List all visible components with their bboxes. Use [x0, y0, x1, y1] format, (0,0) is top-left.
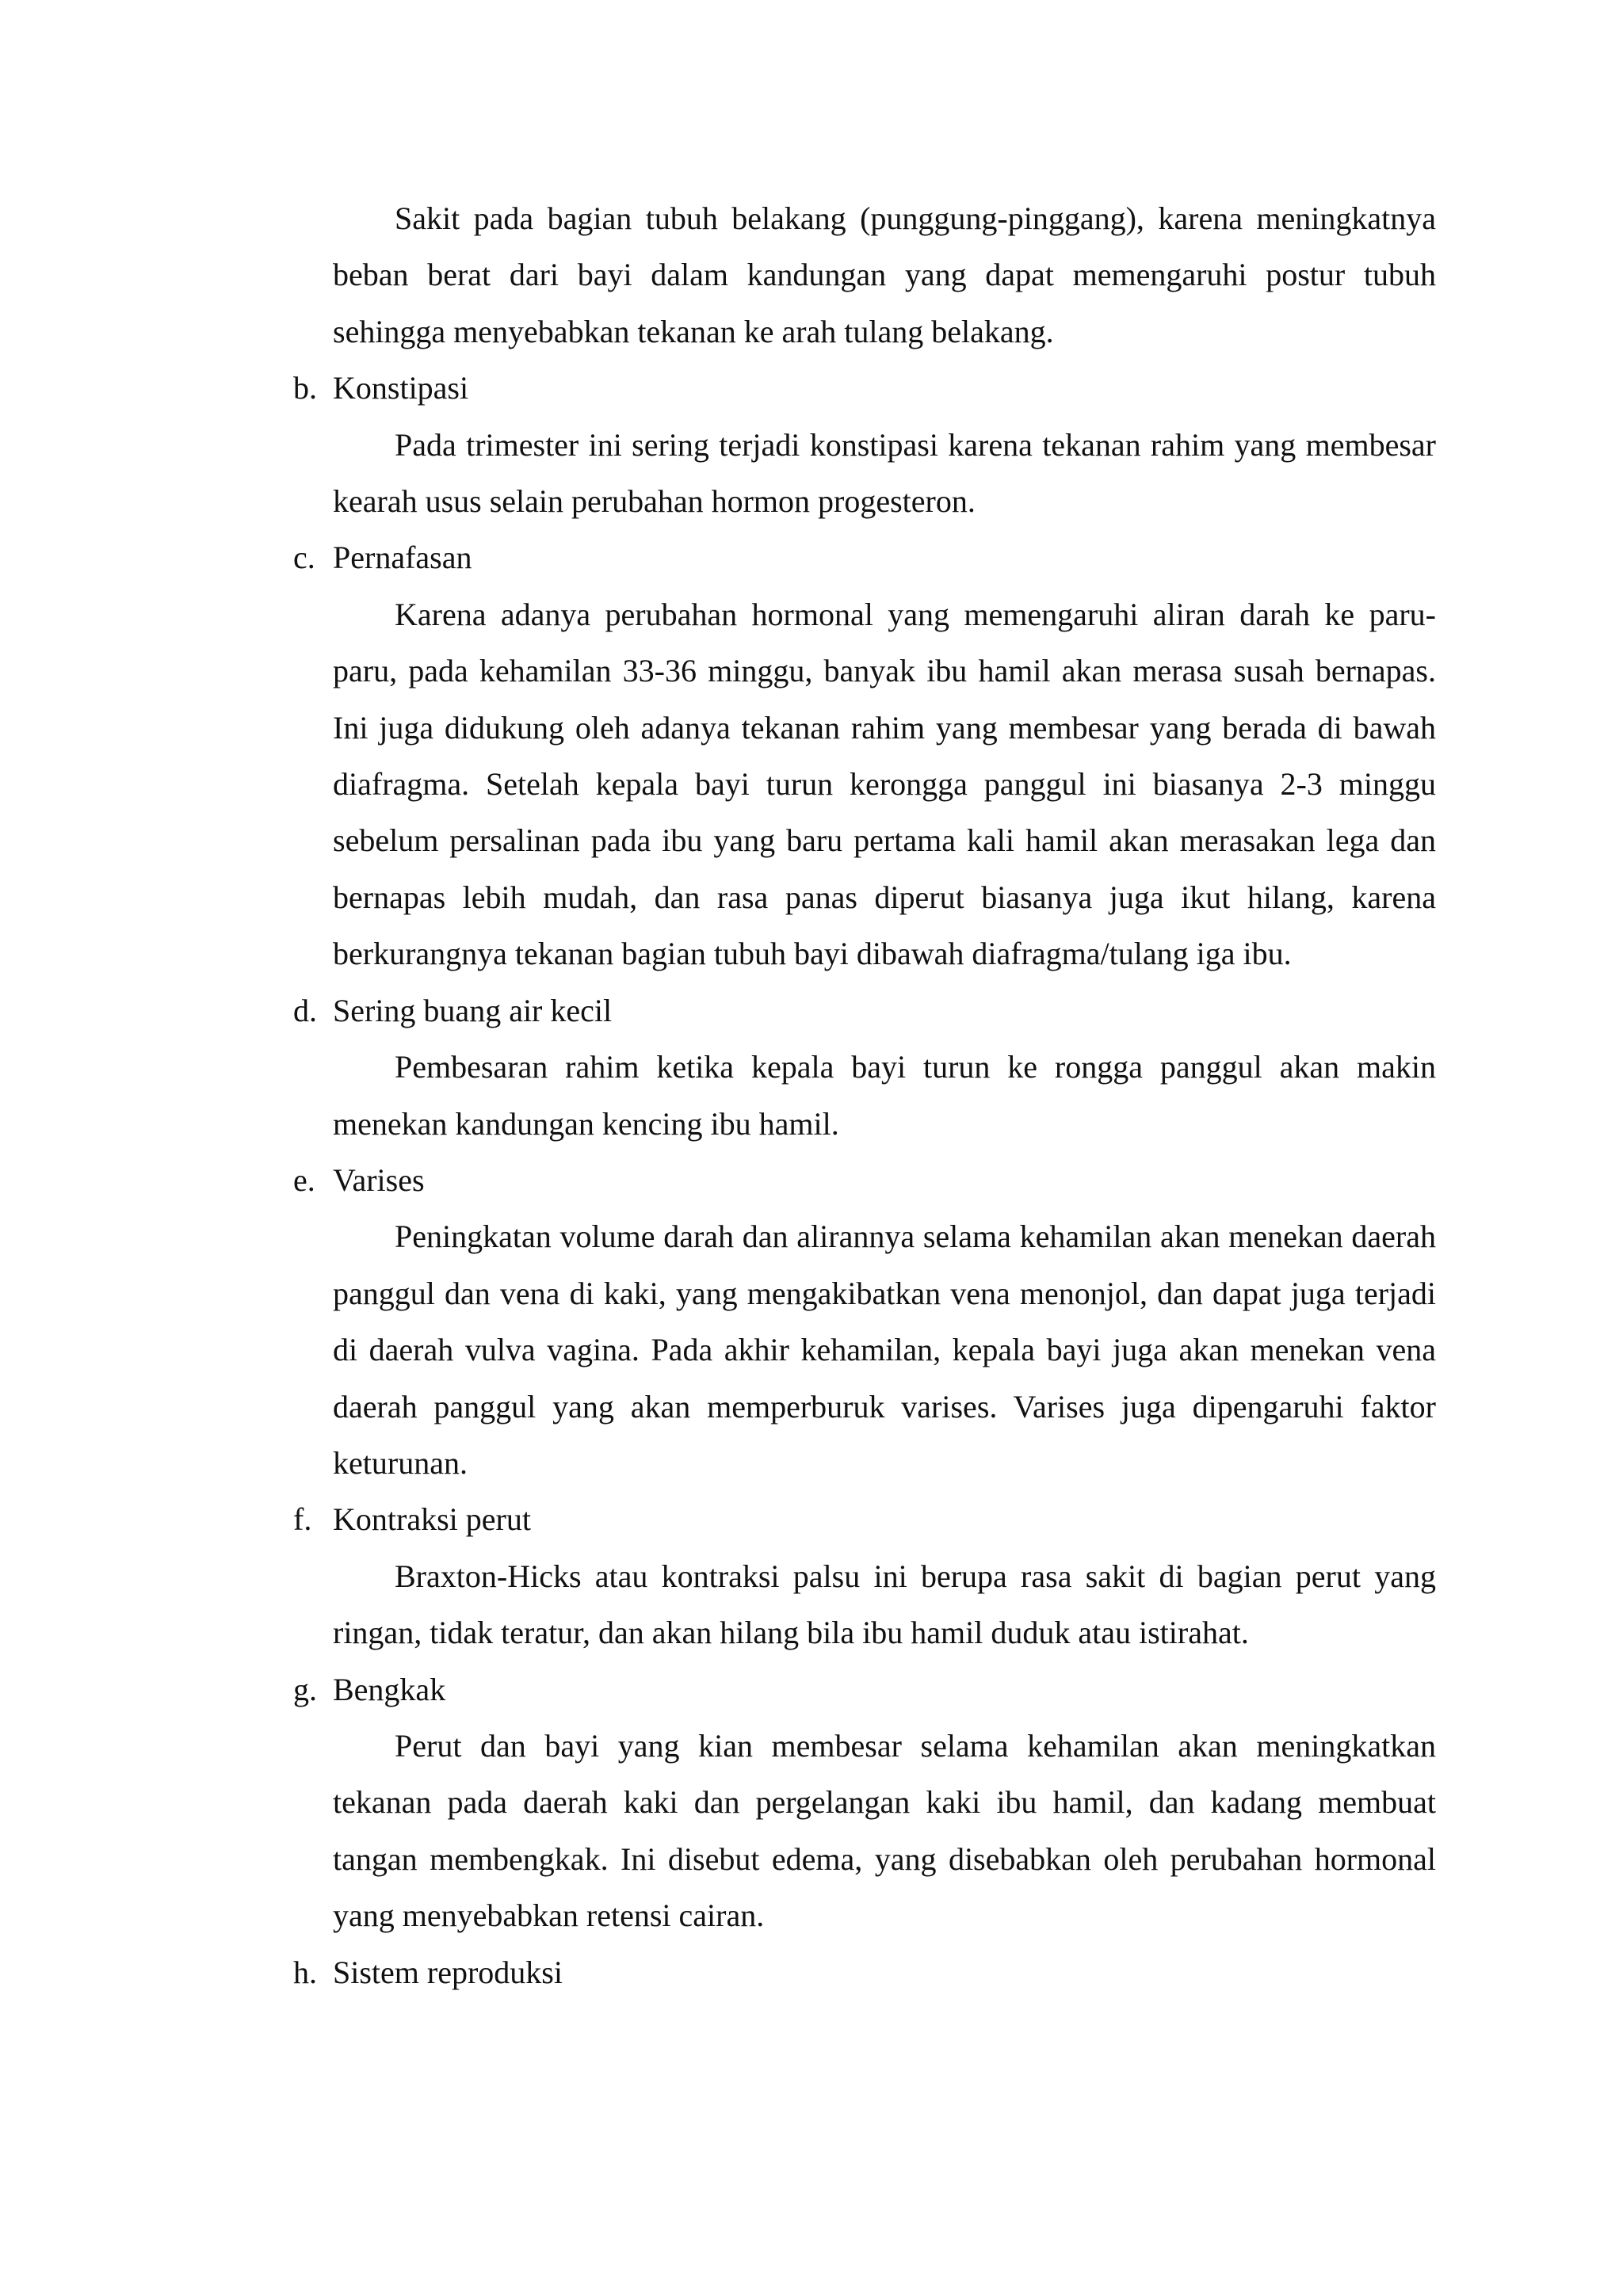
item-heading — [293, 1152, 1436, 1208]
item-heading-text: Varises — [333, 1161, 425, 1198]
item-heading-text: Kontraksi perut — [333, 1501, 531, 1538]
list-item-kontraksi-perut — [293, 1491, 1436, 1661]
item-paragraph: Pada trimester ini sering terjadi konstipasi karena tekanan rahim yang membesar kearah usus selain perubahan hormon progesteron. — [333, 426, 1436, 520]
item-heading-text: Konstipasi — [333, 370, 469, 406]
item-heading — [293, 360, 1436, 416]
document-body — [293, 190, 1436, 2000]
list-item-varises — [293, 1152, 1436, 1491]
item-letter: b. — [293, 370, 317, 406]
item-heading — [293, 982, 1436, 1039]
item-heading — [293, 1944, 1436, 2000]
list-item-konstipasi — [293, 360, 1436, 529]
item-heading-text: Sering buang air kecil — [333, 992, 613, 1028]
item-heading — [293, 1491, 1436, 1547]
item-heading — [293, 529, 1436, 585]
item-heading-text: Pernafasan — [333, 540, 472, 576]
item-paragraph: Karena adanya perubahan hormonal yang memengaruhi aliran darah ke paru-paru, pada kehamilan 33-36 minggu, banyak ibu hamil akan merasa susah bernapas. Ini juga didukung oleh adanya tekanan rahim yang membesar yang berada di bawah diafragma. Setelah kepala bayi turun kerongga panggul ini biasanya 2-3 minggu sebelum persalinan pada ibu yang baru pertama kali hamil akan merasakan lega dan bernapas lebih mudah, dan rasa panas diperut biasanya juga ikut hilang, karena berkurangnya tekanan bagian tubuh bayi dibawah diafragma/tulang iga ibu. — [333, 596, 1436, 972]
list-item-sering-buang-air-kecil — [293, 982, 1436, 1152]
item-heading-text: Sistem reproduksi — [333, 1954, 563, 1990]
item-letter: d. — [293, 992, 317, 1028]
item-letter: g. — [293, 1671, 317, 1707]
list-item-bengkak — [293, 1661, 1436, 1944]
list-item-pernafasan — [293, 529, 1436, 982]
list-item-sistem-reproduksi — [293, 1944, 1436, 2000]
item-letter: e. — [293, 1161, 315, 1198]
item-paragraph: Peningkatan volume darah dan alirannya selama kehamilan akan menekan daerah panggul dan vena di kaki, yang mengakibatkan vena menonjol, dan dapat juga terjadi di daerah vulva vagina. Pada akhir kehamilan, kepala bayi juga akan menekan vena daerah panggul yang akan memperburuk varises. Varises juga dipengaruhi faktor keturunan. — [333, 1219, 1436, 1481]
item-heading-text: Bengkak — [333, 1671, 446, 1707]
item-paragraph: Braxton-Hicks atau kontraksi palsu ini berupa rasa sakit di bagian perut yang ringan, tidak teratur, dan akan hilang bila ibu hamil duduk atau istirahat. — [333, 1558, 1436, 1651]
intro-paragraph: Sakit pada bagian tubuh belakang (punggung-pinggang), karena meningkatnya beban berat dari bayi dalam kandungan yang dapat memengaruhi postur tubuh sehingga menyebabkan tekanan ke arah tulang belakang. — [333, 200, 1436, 349]
item-letter: h. — [293, 1954, 317, 1990]
item-paragraph: Pembesaran rahim ketika kepala bayi turun ke rongga panggul akan makin menekan kandungan kencing ibu hamil. — [333, 1049, 1436, 1142]
item-letter: f. — [293, 1501, 312, 1538]
item-letter: c. — [293, 540, 315, 576]
item-paragraph: Perut dan bayi yang kian membesar selama kehamilan akan meningkatkan tekanan pada daerah kaki dan pergelangan kaki ibu hamil, dan kadang membuat tangan membengkak. Ini disebut edema, yang disebabkan oleh perubahan hormonal yang menyebabkan retensi cairan. — [333, 1727, 1436, 1934]
item-heading — [293, 1661, 1436, 1718]
